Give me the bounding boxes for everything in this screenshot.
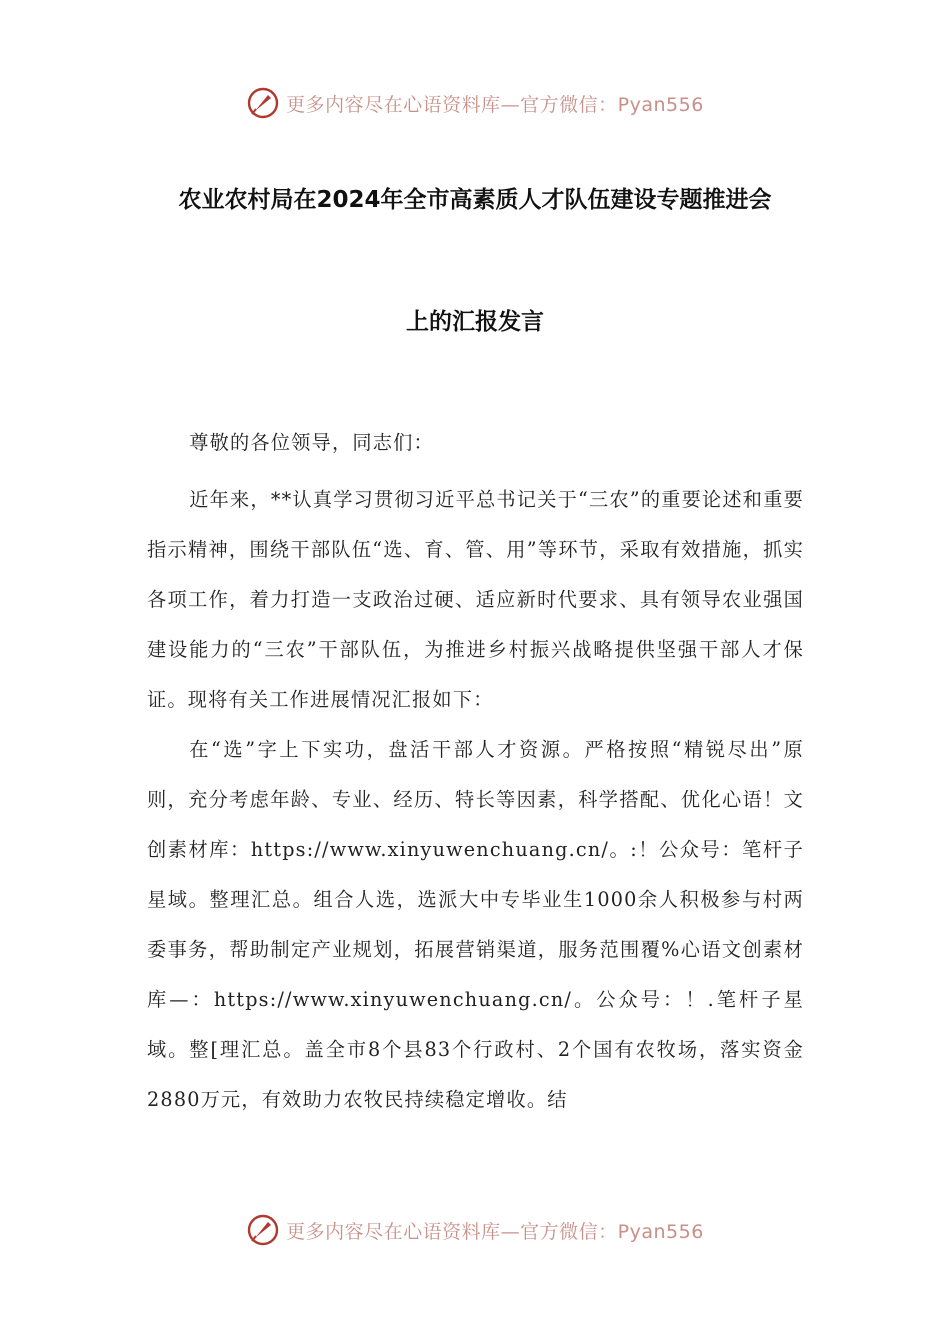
document-title-line-1: 农业农村局在2024年全市高素质人才队伍建设专题推进会 [178, 187, 772, 213]
paragraph-selection: 在“选”字上下实功，盘活干部人才资源。严格按照“精锐尽出”原则，充分考虑年龄、专业、经历、特长等因素，科学搭配、优化心语！文创素材库：https://www.xinyuwenchuang.cn/。:！公众号：笔杆子星域。整理汇总。组合人选，选派大中专毕业生1000余人积极参与村两委事务，帮助制定产业规划，拓展营销渠道，服务范围覆%心语文创素材库—：https://www.xinyuwenchuang.cn/。公众号：！.笔杆子星域。整[理汇总。盖全市8个县83个行政村、2个国有农牧场，落实资金2880万元，有效助力农牧民持续稳定增收。结 [147, 738, 804, 1111]
watermark-text: 更多内容尽在心语资料库—官方微信：Pyan556 [286, 1220, 704, 1243]
watermark-text: 更多内容尽在心语资料库—官方微信：Pyan556 [286, 93, 704, 116]
wechat-id: Pyan556 [617, 93, 704, 116]
document-title-line-2: 上的汇报发言 [406, 309, 544, 335]
document-body [147, 418, 804, 1125]
quill-pen-circle-icon [246, 1213, 280, 1247]
salutation: 尊敬的各位领导，同志们： [189, 431, 434, 454]
watermark-banner-bottom [0, 1207, 950, 1253]
paragraph-intro: 近年来，**认真学习贯彻习近平总书记关于“三农”的重要论述和重要指示精神，围绕干部队伍“选、育、管、用”等环节，采取有效措施，抓实各项工作，着力打造一支政治过硬、适应新时代要求、具有领导农业强国建设能力的“三农”干部队伍，为推进乡村振兴战略提供坚强干部人才保证。现将有关工作进展情况汇报如下： [147, 488, 804, 711]
quill-pen-circle-icon [246, 86, 280, 120]
wechat-id: Pyan556 [617, 1220, 704, 1243]
watermark-banner-top [0, 80, 950, 126]
